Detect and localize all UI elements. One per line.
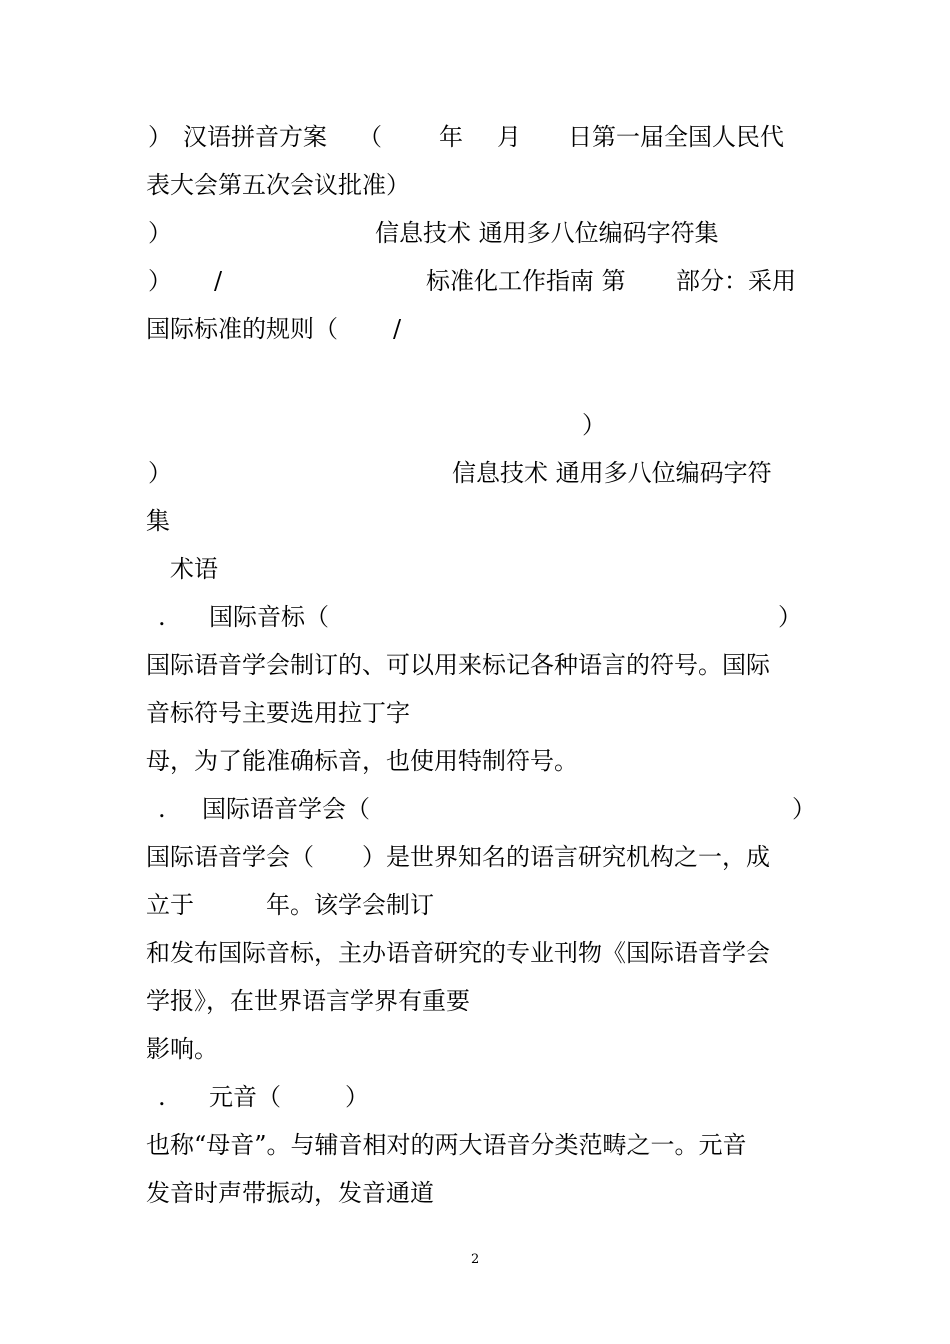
ref4-line2: 集 bbox=[146, 507, 170, 535]
term1-def-line: 母，为了能准确标音，也使用特制符号。 bbox=[146, 747, 578, 775]
term2-def-line: ）是世界知名的语言研究机构之一，成 bbox=[362, 843, 770, 871]
term1-close: ） bbox=[778, 603, 802, 631]
ref4-paren: ） bbox=[148, 459, 172, 487]
term3-def-line: 也称“母音”。与辅音相对的两大语音分类范畴之一。元音 bbox=[146, 1131, 747, 1159]
term3-number: . bbox=[158, 1083, 166, 1111]
page-number: 2 bbox=[471, 1252, 480, 1267]
term2-title: 国际语音学会（ bbox=[202, 795, 370, 823]
ref3-slash: / bbox=[214, 267, 223, 295]
term1-def-line: 音标符号主要选用拉丁字 bbox=[146, 699, 410, 727]
ref2-paren: ） bbox=[148, 219, 172, 247]
ref1-year: 年 bbox=[439, 123, 463, 151]
ref1-line2: 表大会第五次会议批准） bbox=[146, 171, 410, 199]
term1-number: . bbox=[158, 603, 166, 631]
ref3-title-a: 标准化工作指南 第 bbox=[426, 267, 626, 295]
term1-title: 国际音标（ bbox=[209, 603, 329, 631]
term2-def-line: 立于 bbox=[146, 891, 194, 919]
ref3-title-b: 部分：采用 bbox=[676, 267, 796, 295]
term2-close: ） bbox=[792, 795, 816, 823]
ref1-rest: 日第一届全国人民代 bbox=[568, 123, 784, 151]
ref4-title: 信息技术 通用多八位编码字符 bbox=[452, 459, 772, 487]
ref1-open-paren: （ bbox=[358, 123, 382, 151]
ref3-close: ） bbox=[582, 411, 606, 439]
ref3-line2: 国际标准的规则（ bbox=[146, 315, 338, 343]
term3-title: 元音（ bbox=[209, 1083, 281, 1111]
term1-def-line: 国际语音学会制订的、可以用来标记各种语言的符号。国际 bbox=[146, 651, 770, 679]
term2-def-line: 和发布国际音标，主办语音研究的专业刊物《国际语音学会 bbox=[146, 939, 770, 967]
term2-def-line: 年。该学会制订 bbox=[266, 891, 434, 919]
term3-def-line: 发音时声带振动，发音通道 bbox=[146, 1179, 434, 1207]
term2-def-line: 国际语音学会（ bbox=[146, 843, 314, 871]
ref2-title: 信息技术 通用多八位编码字符集 bbox=[375, 219, 719, 247]
term2-def-line: 影响。 bbox=[146, 1035, 218, 1063]
section-heading: 术语 bbox=[170, 555, 218, 583]
term2-number: . bbox=[158, 795, 166, 823]
ref3-paren: ） bbox=[148, 267, 172, 295]
ref1-paren: ） bbox=[148, 123, 172, 151]
term2-def-line: 学报》，在世界语言学界有重要 bbox=[146, 987, 470, 1015]
ref1-title: 汉语拼音方案 bbox=[183, 123, 327, 151]
ref3-slash2: / bbox=[393, 315, 402, 343]
ref1-month: 月 bbox=[497, 123, 521, 151]
term3-close: ） bbox=[345, 1083, 369, 1111]
